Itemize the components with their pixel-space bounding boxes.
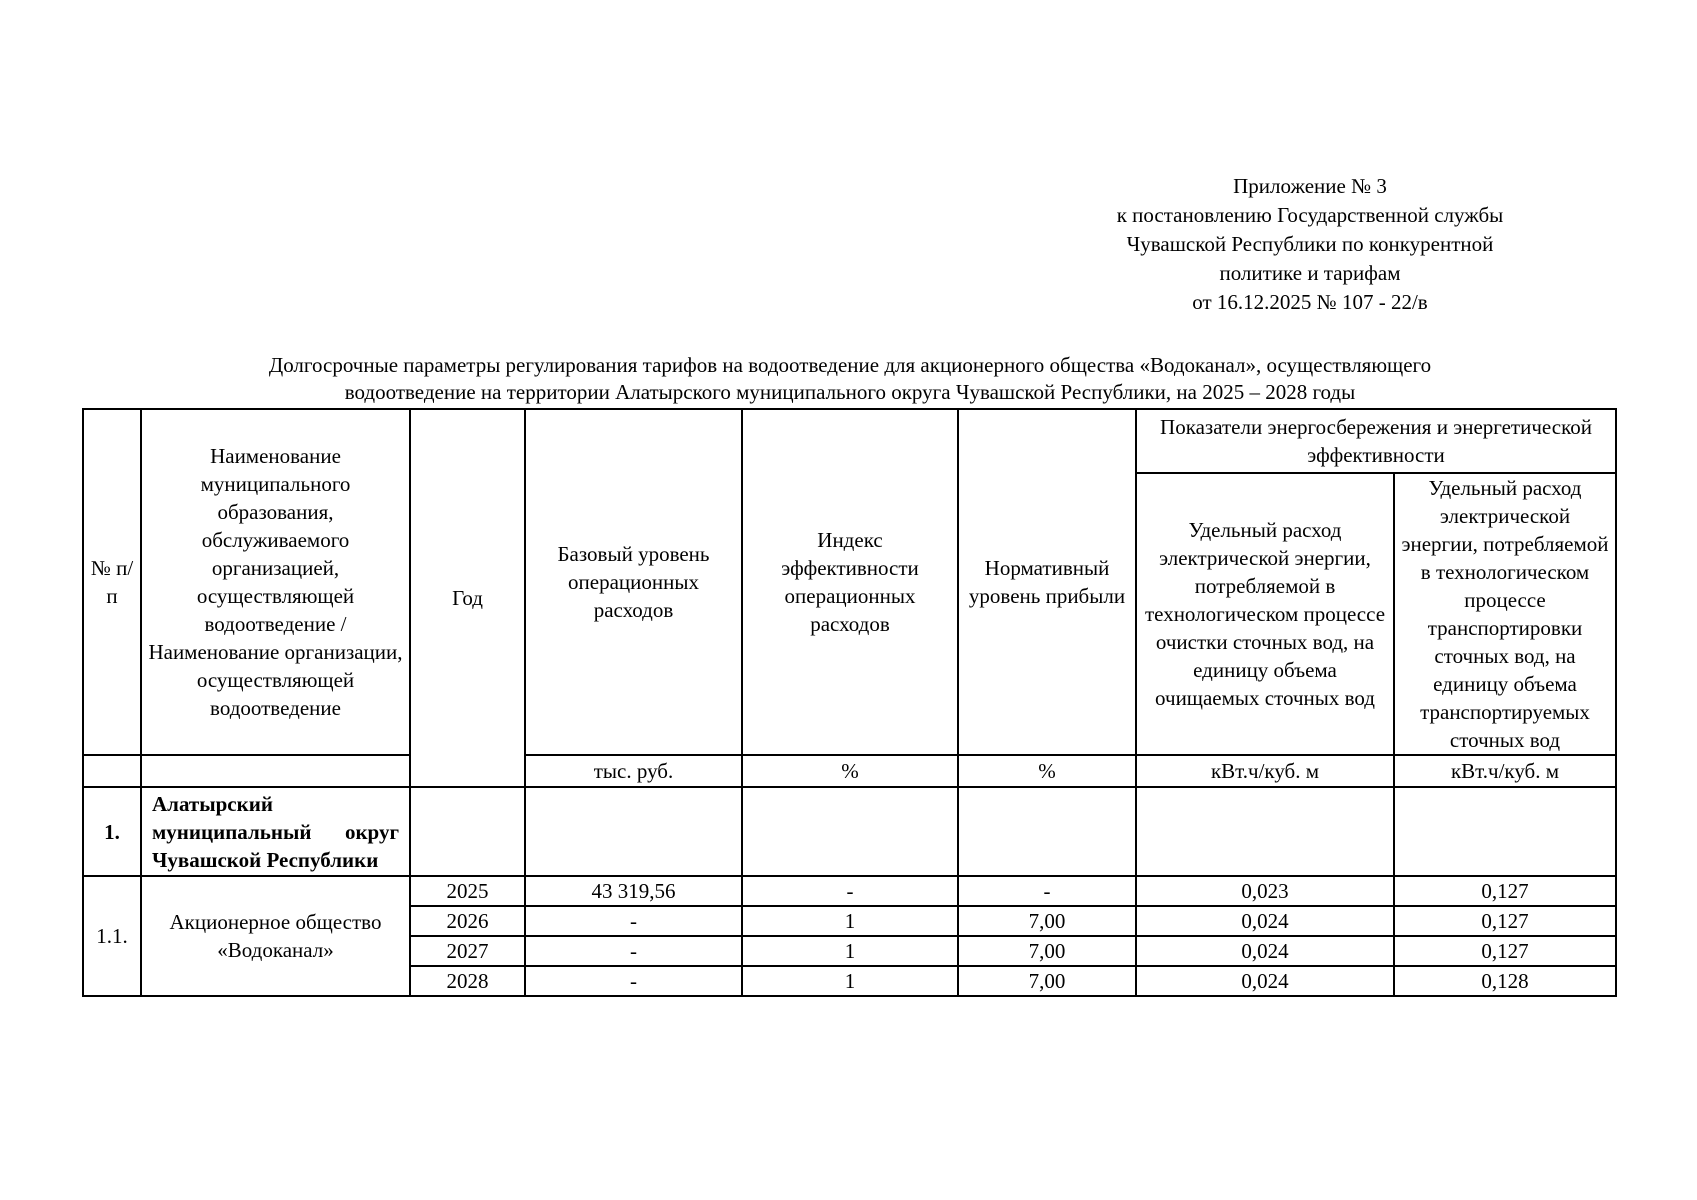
cell-profit: 7,00	[958, 906, 1136, 936]
appendix-line: Приложение № 3	[1233, 174, 1387, 198]
cell-base-cost: -	[525, 966, 742, 996]
empty-cell	[958, 787, 1136, 876]
appendix-line: Чувашской Республики по конкурентной	[1126, 232, 1494, 256]
empty-cell	[410, 787, 525, 876]
header-year: Год	[410, 409, 525, 787]
region-name: Алатырский муниципальный округ Чувашской Республики	[141, 787, 410, 876]
cell-base-cost: -	[525, 936, 742, 966]
table-row	[83, 876, 1616, 906]
cell-energy-transport: 0,127	[1394, 936, 1616, 966]
header-energy-group: Показатели энергосбережения и энергетической эффективности	[1136, 409, 1616, 473]
header-base-cost: Базовый уровень операционных расходов	[525, 409, 742, 755]
cell-energy-transport: 0,127	[1394, 876, 1616, 906]
unit-index: %	[742, 755, 958, 787]
cell-index: 1	[742, 936, 958, 966]
cell-year: 2027	[410, 936, 525, 966]
units-name	[141, 755, 410, 787]
empty-cell	[525, 787, 742, 876]
org-name: Акционерное общество «Водоканал»	[141, 876, 410, 996]
cell-energy-cleaning: 0,024	[1136, 936, 1394, 966]
unit-energy-cleaning: кВт.ч/куб. м	[1136, 755, 1394, 787]
header-index: Индекс эффективности операционных расходов	[742, 409, 958, 755]
cell-year: 2026	[410, 906, 525, 936]
unit-base-cost: тыс. руб.	[525, 755, 742, 787]
units-num	[83, 755, 141, 787]
appendix-line: к постановлению Государственной службы	[1116, 203, 1504, 227]
cell-index: 1	[742, 966, 958, 996]
cell-index: 1	[742, 906, 958, 936]
org-num: 1.1.	[83, 876, 141, 996]
cell-base-cost: -	[525, 906, 742, 936]
cell-profit: -	[958, 876, 1136, 906]
cell-year: 2025	[410, 876, 525, 906]
title-line-1: Долгосрочные параметры регулирования тарифов на водоотведение для акционерного общества «Водоканал», осуществляющего	[268, 353, 1432, 377]
unit-profit: %	[958, 755, 1136, 787]
table-row-region	[83, 787, 1616, 876]
header-name: Наименование муниципального образования, обслуживаемого организацией, осуществляющей водоотведение / Наименование организации, осуществляющей водоотведение	[141, 409, 410, 755]
appendix-line: от 16.12.2025 № 107 - 22/в	[1192, 290, 1428, 314]
title-line-2: водоотведение на территории Алатырского муниципального округа Чувашской Республики, на 2025 – 2028 годы	[344, 380, 1356, 404]
empty-cell	[1394, 787, 1616, 876]
cell-energy-transport: 0,127	[1394, 906, 1616, 936]
header-num: № п/п	[83, 409, 141, 755]
cell-base-cost: 43 319,56	[525, 876, 742, 906]
cell-energy-cleaning: 0,023	[1136, 876, 1394, 906]
header-energy-transport: Удельный расход электрической энергии, потребляемой в технологическом процессе транспортировки сточных вод, на единицу объема транспортируемых сточных вод	[1394, 473, 1616, 755]
cell-year: 2028	[410, 966, 525, 996]
cell-energy-cleaning: 0,024	[1136, 966, 1394, 996]
appendix-block	[1000, 172, 1620, 317]
unit-energy-transport: кВт.ч/куб. м	[1394, 755, 1616, 787]
cell-energy-transport: 0,128	[1394, 966, 1616, 996]
header-profit: Нормативный уровень прибыли	[958, 409, 1136, 755]
cell-energy-cleaning: 0,024	[1136, 906, 1394, 936]
parameters-table	[82, 408, 1617, 997]
document-title	[110, 352, 1590, 406]
empty-cell	[1136, 787, 1394, 876]
appendix-line: политике и тарифам	[1219, 261, 1401, 285]
header-energy-cleaning: Удельный расход электрической энергии, потребляемой в технологическом процессе очистки сточных вод, на единицу объема очищаемых сточных вод	[1136, 473, 1394, 755]
region-num: 1.	[83, 787, 141, 876]
cell-profit: 7,00	[958, 936, 1136, 966]
empty-cell	[742, 787, 958, 876]
cell-index: -	[742, 876, 958, 906]
cell-profit: 7,00	[958, 966, 1136, 996]
